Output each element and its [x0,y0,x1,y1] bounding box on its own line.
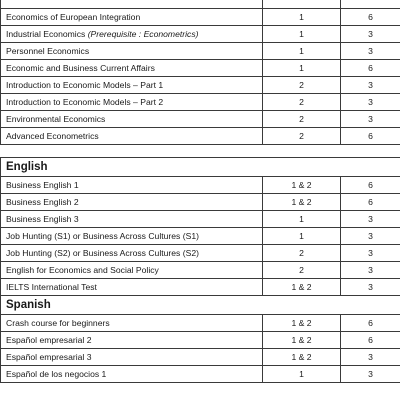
table-row [1,314,400,331]
course-name: English for Economics and Social Policy [1,261,263,278]
course-name: Business English 3 [1,210,263,227]
credits: 3 [341,227,400,244]
table-row [1,76,400,93]
semester: 1 [263,25,341,42]
credits: 6 [341,8,400,25]
credits: 6 [341,314,400,331]
table-row [1,176,400,193]
table-row [1,348,400,365]
course-name: Job Hunting (S1) or Business Across Cultures (S1) [1,227,263,244]
credits: 3 [341,261,400,278]
credits: 3 [341,76,400,93]
course-name: Economics of European Integration [1,8,263,25]
table-row [1,0,400,8]
course-name: Español empresarial 2 [1,331,263,348]
table-row [1,42,400,59]
semester: 1 [263,365,341,382]
table-row [1,278,400,295]
course-name-text: Industrial Economics [6,28,86,39]
course-name: Economic and Business Current Affairs [1,59,263,76]
table-row [1,25,400,42]
table-row [1,59,400,76]
table-row [1,365,400,382]
section-title-english: English [1,157,400,176]
table-row [1,210,400,227]
table-row [1,331,400,348]
semester: 1 [263,210,341,227]
credits: 3 [341,278,400,295]
credits: 3 [341,365,400,382]
course-name: Introduction to Economic Models – Part 1 [1,76,263,93]
semester: 1 & 2 [263,193,341,210]
semester: 2 [263,127,341,144]
course-name: Advanced Econometrics [1,127,263,144]
table-row [1,93,400,110]
semester: 2 [263,93,341,110]
semester: 1 & 2 [263,278,341,295]
section-title-spanish: Spanish [1,295,400,314]
course-name: Español de los negocios 1 [1,365,263,382]
credits: 3 [341,42,400,59]
table-row [1,261,400,278]
section-header-row [1,157,400,176]
table-row [1,193,400,210]
course-name: Business English 1 [1,176,263,193]
prerequisite-note: (Prerequisite : Econometrics) [87,28,199,39]
semester: 1 & 2 [263,331,341,348]
credits: 3 [341,348,400,365]
table-row [1,244,400,261]
semester: 1 & 2 [263,348,341,365]
course-name: Introduction to Economic Models – Part 2 [1,93,263,110]
course-name: Personnel Economics [1,42,263,59]
table-row [1,127,400,144]
credits: 3 [341,210,400,227]
credits: 6 [341,193,400,210]
credits: 3 [341,110,400,127]
semester: 1 [263,8,341,25]
section-spacer [1,144,400,157]
table-row [1,110,400,127]
course-name: IELTS International Test [1,278,263,295]
semester: 1 [263,227,341,244]
credits: 3 [341,25,400,42]
credits: 3 [341,93,400,110]
semester: 1 & 2 [263,314,341,331]
course-name: Environmental Economics [1,110,263,127]
table-row [1,8,400,25]
semester: 2 [263,261,341,278]
semester: 1 & 2 [263,176,341,193]
credits: 6 [341,331,400,348]
course-name: Crash course for beginners [1,314,263,331]
course-name: Español empresarial 3 [1,348,263,365]
course-name: Job Hunting (S2) or Business Across Cultures (S2) [1,244,263,261]
semester: 2 [263,76,341,93]
credits: 6 [341,59,400,76]
course-name [1,25,263,42]
credits: 6 [341,176,400,193]
semester: 2 [263,110,341,127]
semester: 1 [263,59,341,76]
credits: 6 [341,127,400,144]
credits: 3 [341,244,400,261]
table-row [1,227,400,244]
semester: 1 [263,42,341,59]
section-header-row [1,295,400,314]
course-name: Business English 2 [1,193,263,210]
semester: 2 [263,244,341,261]
